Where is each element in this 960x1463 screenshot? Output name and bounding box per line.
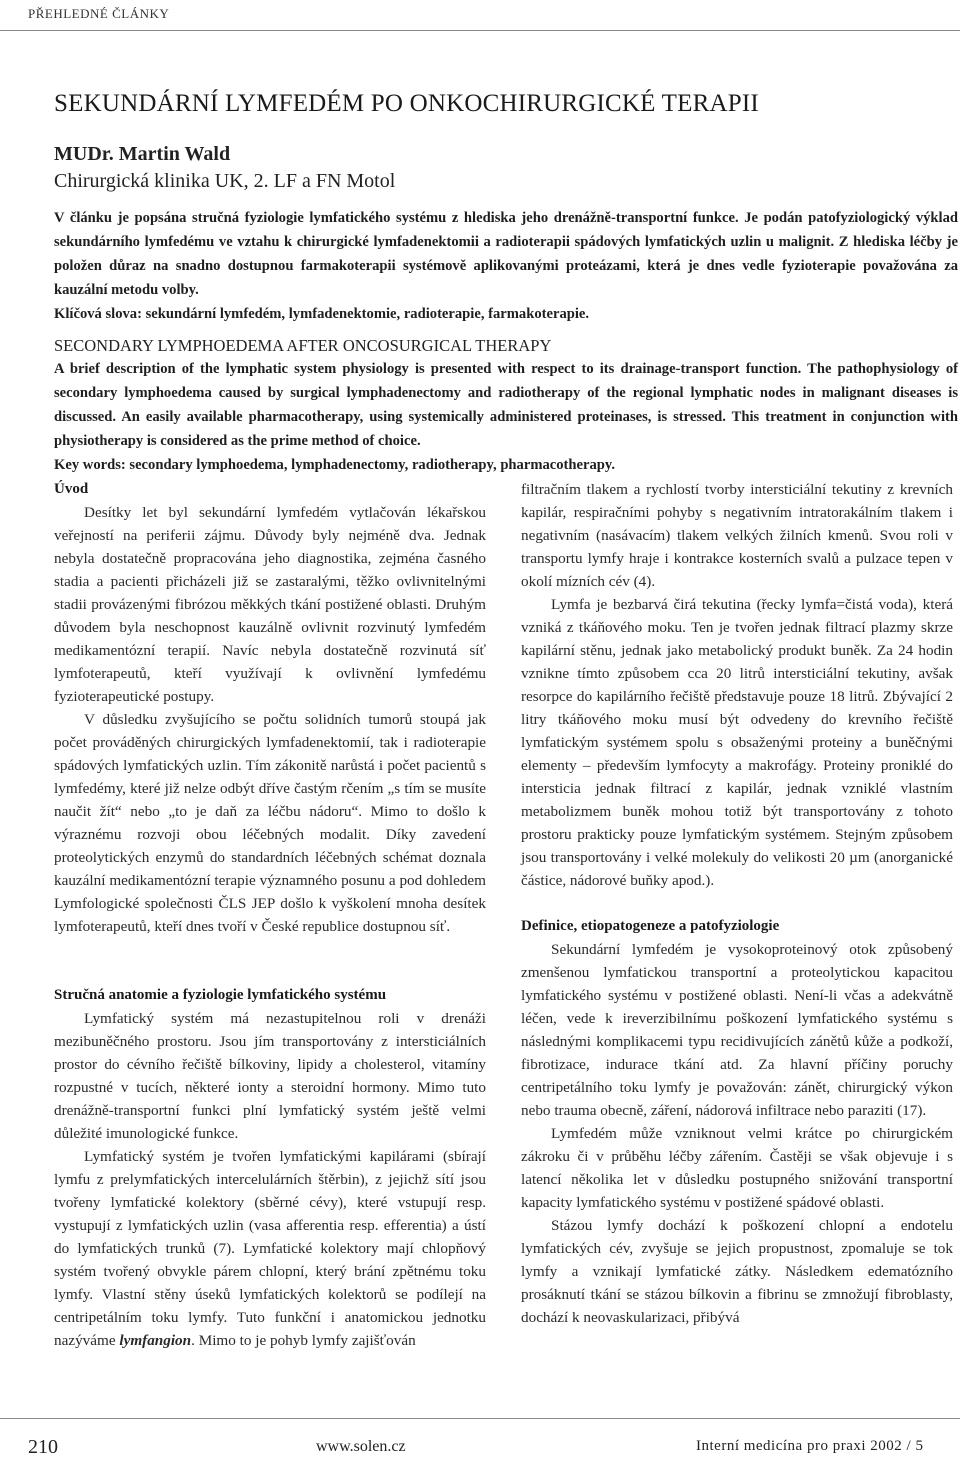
right-paragraph-4: Lymfedém může vzniknout velmi krátce po chirurgickém zákroku či v průběhu léčby zářením. Častěji se však objevuje i s latencí několika let v důsledku postupného snižování transportní kapacity lymfatického systému v postižené spádové oblasti. — [521, 1125, 953, 1211]
article-title: SEKUNDÁRNÍ LYMFEDÉM PO ONKOCHIRURGICKÉ TERAPII — [54, 90, 759, 117]
intro-paragraph-1: Desítky let byl sekundární lymfedém vytlačován lékařskou veřejností na periferii zájmu. Důvody byly nejméně dva. Jednak nebyla dostatečně propracována jeho diagnostika, zejména časného stadia a pacienti přicházeli již se zastaralými, těžko ovlivnitelnými stadii provázenými fibrózou měkkých tkání postižené oblasti. Druhým důvodem byla neschopnost kauzálně ovlivnit rozvinutý lymfedém medikamentózní terapií. Navíc nebyla dostatečně rozvinutá síť lymfoterapeutů, kteří využívají k ovlivnění lymfedému fyzioterapeutické postupy. — [54, 504, 486, 705]
intro-paragraph-2: V důsledku zvyšujícího se počtu solidních tumorů stoupá jak počet prováděných chirurgických lymfadenektomií, tak i radioterapie spádových lymfatických uzlin. Tím zákonitě narůstá i počet pacientů s lymfedémy, které již nelze odbýt dříve častým rčením „s tím se musíte naučit žít“ nebo „to je daň za léčbu nádoru“. Mimo to došlo k výraznému rozvoji obou léčebných modalit. Díky zavedení proteolytických enzymů do standardních léčebných schémat doznala kauzální medikamentózní terapie významného posunu a pod dohledem Lymfologické společnosti ČLS JEP došlo k vyškolení mnoha desítek lymfoterapeutů, kteří dnes tvoří v České republice dostupnou síť. — [54, 711, 486, 935]
website-link[interactable]: www.solen.cz — [316, 1438, 406, 1455]
abstract-czech — [54, 206, 958, 326]
author-affiliation: Chirurgická klinika UK, 2. LF a FN Motol — [54, 170, 396, 192]
top-divider — [0, 30, 960, 31]
anatomy-paragraph-2-text: Lymfatický systém je tvořen lymfatickými kapilárami (sbírají lymfu z prelymfatických intercelulárních štěrbin), z jejichž sítí jsou tvořeny lymfatické kolektory (sběrné cévy), které vstupují resp. vystupují z lymfatických uzlin (vasa afferentia resp. efferentia) a ústí do lymfatických trunků (7). Lymfatické kolektory mají chlopňový systém tvořený obvykle párem chlopní, který brání zpětnému toku lymfy. Vlastní stěny úseků lymfatických kolektorů se podílejí na centripetálním toku lymfy. Tuto funkční i anatomickou jednotku nazýváme — [54, 1148, 486, 1349]
right-paragraph-3: Sekundární lymfedém je vysokoproteinový otok způsobený zmenšenou lymfatickou transportní a proteolytickou kapacitou lymfatického systému v postižené oblasti. Není-li včas a adekvátně léčen, vede k ireverzibilnímu poškození lymfatického systému s následnými komplikacemi typu recidivujících zánětů kůže a podkoží, fibrotizace, indurace tkání atd. Za hlavní příčiny poruchy centripetálního toku lymfy je považován: zánět, chirurgický výkon nebo trauma obecně, záření, nádorová infiltrace nebo paraziti (17). — [521, 941, 953, 1119]
author-name: MUDr. Martin Wald — [54, 143, 231, 165]
bottom-divider — [0, 1418, 960, 1419]
anatomy-paragraph-2-end: . Mimo to je pohyb lymfy zajišťován — [191, 1332, 416, 1349]
page-number: 210 — [28, 1436, 58, 1458]
english-title: SECONDARY LYMPHOEDEMA AFTER ONCOSURGICAL THERAPY — [54, 336, 552, 355]
abstract-czech-keywords: Klíčová slova: sekundární lymfedém, lymfadenektomie, radioterapie, farmakoterapie. — [54, 306, 590, 322]
right-paragraph-1: filtračním tlakem a rychlostí tvorby intersticiální tekutiny z krevních kapilár, respiračními pohyby s negativním intratorakálním tlakem i negativním (nasávacím) tlakem velkých žilních kmenů. Svou roli v transportu lymfy hraje i kontrakce kosterních svalů a pulzace tepen v okolí mízních cév (4). — [521, 481, 953, 590]
abstract-english — [54, 357, 958, 477]
anatomy-paragraph-1: Lymfatický systém má nezastupitelnou roli v drenáži mezibuněčného prostoru. Jsou jím transportovány z intersticiálních prostor do cévního řečiště bílkoviny, lipidy a cholesterol, vitamíny rozpustné v tucích, některé ionty a steroidní hormony. Mimo tuto drenážně-transportní funkci plní lymfatický systém ještě velmi důležité imunologické funkce. — [54, 1010, 486, 1142]
lymfangion-term: lymfangion — [119, 1332, 192, 1349]
intro-heading: Úvod — [54, 481, 89, 497]
abstract-czech-text: V článku je popsána stručná fyziologie lymfatického systému z hlediska jeho drenážně-transportní funkce. Je podán patofyziologický výklad sekundárního lymfedému ve vztahu k chirurgické lymfadenektomii a radioterapii spádových lymfatických uzlin u malignit. Z hlediska léčby je položen důraz na snadno dostupnou farmakoterapii systémově aplikovanými proteázami, která je dnes vedle fyzioterapie považována za kauzální metodu volby. — [54, 210, 958, 298]
journal-info: Interní medicína pro praxi 2002 / 5 — [696, 1438, 924, 1454]
anatomy-paragraph-2 — [54, 1145, 486, 1352]
abstract-english-text: A brief description of the lymphatic system physiology is presented with respect to its drainage-transport function. The pathophysiology of secondary lymphoedema caused by surgical lymphadenectomy and radiotherapy of the regional lymphatic nodes in malignant diseases is discussed. An easily available pharmacotherapy, using systemically administered proteinases, is stressed. This treatment in conjunction with physiotherapy is considered as the prime method of choice. — [54, 361, 958, 449]
right-column — [521, 478, 953, 1329]
left-column — [54, 478, 486, 1352]
section-label: PŘEHLEDNÉ ČLÁNKY — [28, 6, 170, 21]
abstract-english-keywords: Key words: secondary lymphoedema, lymphadenectomy, radiotherapy, pharmacotherapy. — [54, 457, 616, 473]
right-paragraph-5: Stázou lymfy dochází k poškození chlopní a endotelu lymfatických cév, zvyšuje se jejich propustnost, zpomaluje se tok lymfy a vznikají lymfatické zátky. Následkem edematózního prosáknutí tkání se stázou bílkovin a fibrinu se zmnožují fibroblasty, dochází k neovaskularizaci, přibývá — [521, 1217, 953, 1326]
right-paragraph-2: Lymfa je bezbarvá čirá tekutina (řecky lymfa=čistá voda), která vzniká z tkáňového moku. Ten je tvořen jednak filtrací plazmy skrze kapilární stěnu, jednak jako metabolický produkt buněk. Za 24 hodin vznikne tímto způsobem cca 20 litrů intersticiální tekutiny, avšak resorpce do kapilárního řečiště představuje pouze 18 litrů. Zbývající 2 litry tkáňového moku musí být odvedeny do krevního řečiště lymfatickým systémem spolu s obsaženými proteiny a buněčnými elementy – především lymfocyty a makrofágy. Proteiny proniklé do intersticia jednak filtrací z kapilár, jednak vzniklé vlastním metabolizmem buněk mohou totiž být transportovány z tohoto prostoru prakticky pouze lymfatickým systémem. Stejným způsobem jsou transportovány i velké molekuly do velikosti 20 µm (anorganické částice, nádorové buňky apod.). — [521, 596, 953, 889]
anatomy-heading: Stručná anatomie a fyziologie lymfatického systému — [54, 987, 387, 1003]
definition-heading: Definice, etiopatogeneze a patofyziologie — [521, 918, 780, 934]
